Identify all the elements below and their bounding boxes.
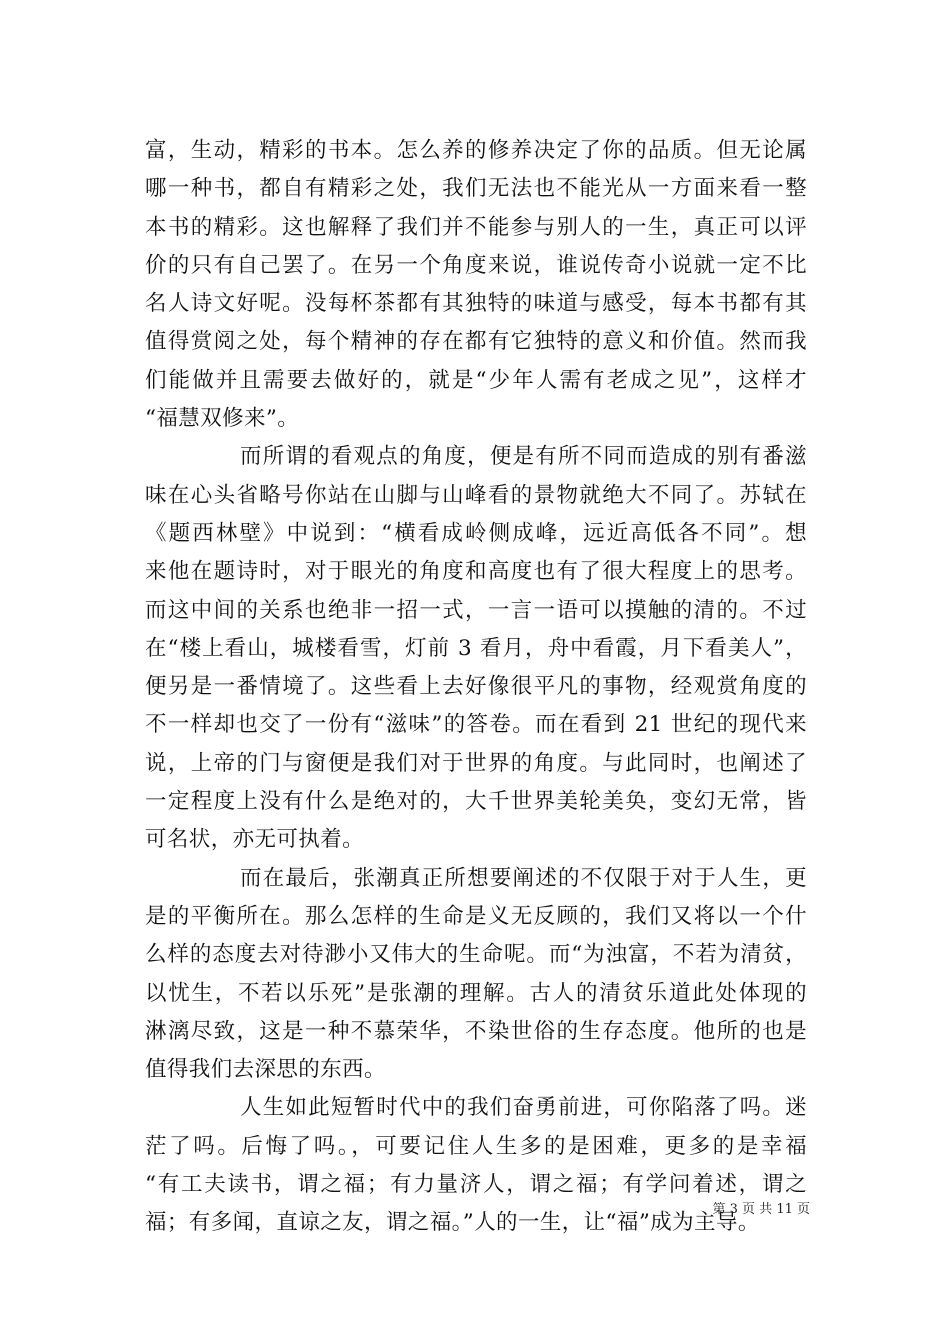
text-line: 而在最后，张潮真正所想要阐述的不仅限于对于人生，更	[240, 865, 807, 891]
paragraph	[145, 1089, 807, 1242]
text-line: 来他在题诗时，对于眼光的角度和高度也有了很大程度上的思考。	[145, 559, 807, 585]
text-line: 么样的态度去对待渺小又伟大的生命呢。而“为浊富，不若为清贫，	[145, 942, 807, 968]
text-line: 味在心头省略号你站在山脚与山峰看的景物就绝大不同了。苏轼在	[145, 482, 807, 508]
text-line: 而所谓的看观点的角度，便是有所不同而造成的别有番滋	[240, 444, 807, 470]
text-line: 说，上帝的门与窗便是我们对于世界的角度。与此同时，也阐述了	[145, 750, 807, 776]
text-line: 不一样却也交了一份有“滋味”的答卷。而在看到 21 世纪的现代来	[145, 712, 807, 738]
text-line: 们能做并且需要去做好的，就是“少年人需有老成之见”，这样才	[145, 367, 807, 393]
text-line: 淋漓尽致，这是一种不慕荣华，不染世俗的生存态度。他所的也是	[145, 1018, 807, 1044]
text-line: 人生如此短暂时代中的我们奋勇前进，可你陷落了吗。迷	[240, 1095, 807, 1121]
text-line: 本书的精彩。这也解释了我们并不能参与别人的一生，真正可以评	[145, 214, 807, 240]
paragraph	[145, 132, 807, 438]
text-line: 以忧生，不若以乐死”是张潮的理解。古人的清贫乐道此处体现的	[145, 980, 807, 1006]
text-line: 茫了吗。后悔了吗。，可要记住人生多的是困难，更多的是幸福	[145, 1133, 807, 1159]
paragraph	[145, 438, 807, 859]
text-line: 《题西林壁》中说到：“横看成岭侧成峰，远近高低各不同”。想	[145, 520, 807, 546]
text-line: 富，生动，精彩的书本。怎么养的修养决定了你的品质。但无论属	[145, 138, 807, 163]
text-line: “有工夫读书，谓之福；有力量济人，谓之福；有学问着述，谓之	[145, 1172, 807, 1198]
text-line: 而这中间的关系也绝非一招一式，一言一语可以摸触的清的。不过	[145, 597, 807, 623]
text-line: 哪一种书，都自有精彩之处，我们无法也不能光从一方面来看一整	[145, 176, 807, 202]
text-line: 福；有多闻，直谅之友，谓之福。”人的一生，让“福”成为主导。	[145, 1210, 760, 1236]
paragraph	[145, 860, 807, 1090]
text-line: 可名状，亦无可执着。	[145, 827, 365, 853]
text-line: 是的平衡所在。那么怎样的生命是义无反顾的，我们又将以一个什	[145, 903, 807, 929]
text-line: 一定程度上没有什么是绝对的，大千世界美轮美奂，变幻无常，皆	[145, 789, 807, 815]
text-line: 名人诗文好呢。没每杯茶都有其独特的味道与感受，每本书都有其	[145, 291, 807, 317]
body-text	[145, 132, 807, 1243]
text-line: 便另是一番情境了。这些看上去好像很平凡的事物，经观赏角度的	[145, 674, 807, 700]
text-line: 值得我们去深思的东西。	[145, 1057, 386, 1083]
page-number: 第 3 页 共 11 页	[712, 1202, 810, 1217]
text-line: “福慧双修来”。	[145, 406, 300, 432]
text-line: 在“楼上看山，城楼看雪，灯前 3 看月，舟中看霞，月下看美人”，	[145, 635, 807, 661]
text-line: 价的只有自己罢了。在另一个角度来说，谁说传奇小说就一定不比	[145, 252, 807, 278]
text-line: 值得赏阅之处，每个精神的存在都有它独特的意义和价值。然而我	[145, 329, 807, 355]
